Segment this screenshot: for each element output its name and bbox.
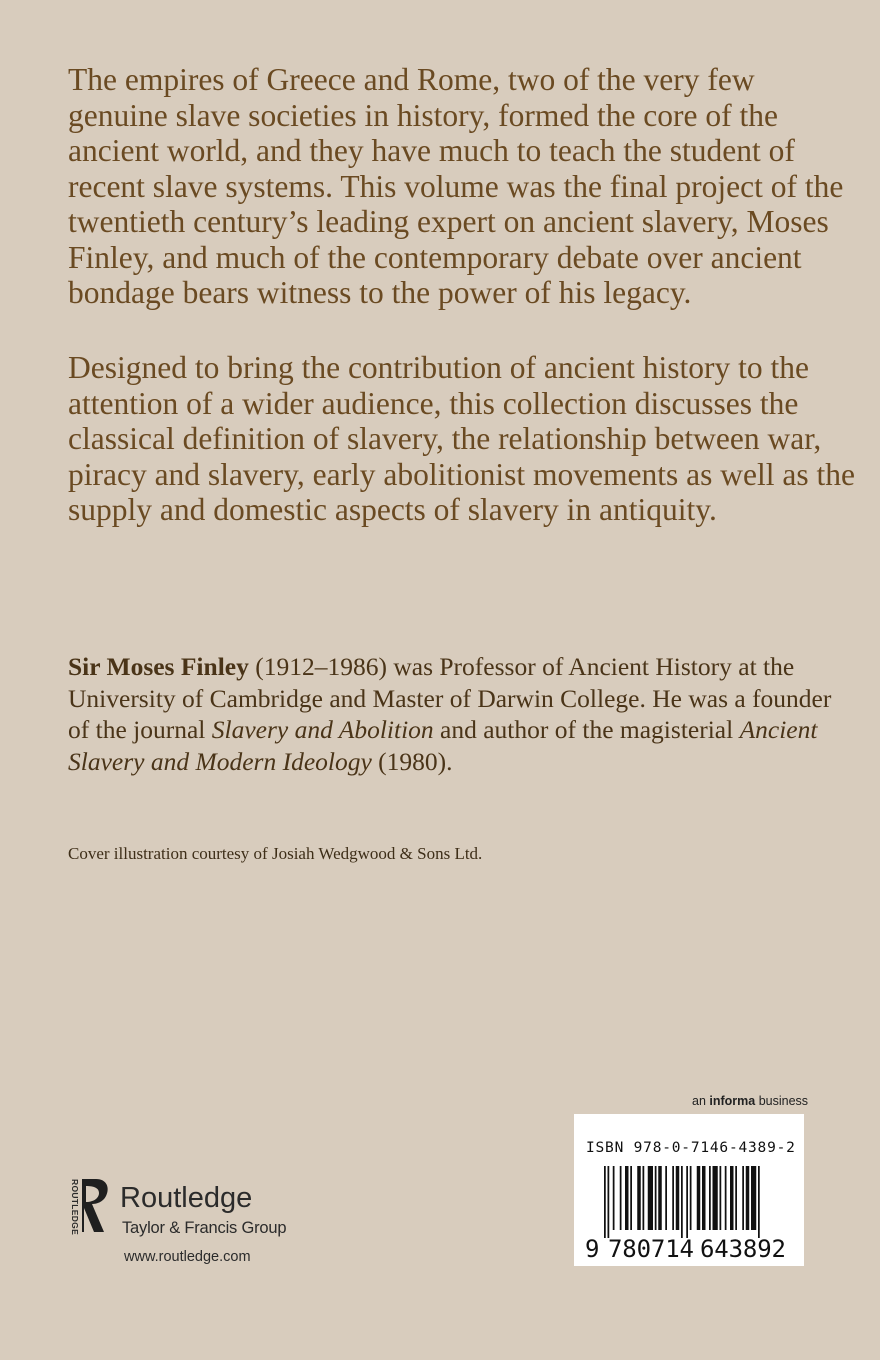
barcode-bar	[751, 1166, 756, 1230]
barcode-bar	[725, 1166, 727, 1230]
routledge-logo-icon	[66, 1176, 112, 1246]
barcode-bar	[625, 1166, 629, 1230]
barcode-bar	[730, 1166, 734, 1230]
publisher-name: Routledge	[120, 1182, 253, 1214]
isbn-label: ISBN 978-0-7146-4389-2	[586, 1140, 796, 1156]
publisher-url[interactable]: www.routledge.com	[124, 1249, 251, 1265]
barcode-bar	[735, 1166, 737, 1230]
barcode-graphic	[574, 1114, 804, 1266]
barcode-bar	[608, 1166, 610, 1238]
book-title: Ancient Slavery and Modern Ideology	[68, 715, 818, 776]
barcode-bar	[742, 1166, 744, 1230]
barcode-bar	[676, 1166, 680, 1230]
barcode-bar	[720, 1166, 722, 1230]
barcode-bar	[630, 1166, 632, 1230]
barcode-bars	[604, 1166, 760, 1238]
barcode-bar	[681, 1166, 683, 1238]
barcode-bar	[713, 1166, 718, 1230]
barcode-bar	[637, 1166, 641, 1230]
publisher-group: Taylor & Francis Group	[122, 1219, 287, 1237]
barcode-bar	[697, 1166, 701, 1230]
informa-brand: informa	[709, 1094, 756, 1108]
cover-credit: Cover illustration courtesy of Josiah Wedgwood & Sons Ltd.	[68, 844, 483, 863]
blurb-paragraph-2: Designed to bring the contribution of ancient history to the attention of a wider audience, this collection discusses the classical definition of slavery, the relationship between war, piracy and slavery, early abolitionist movements as well as the supply and domestic aspects of slavery in antiquity.	[68, 350, 855, 527]
bio-text-1: (1912–1986) was Professor of Ancient History at the University of Cambridge and Master of Darwin College. He was a founder of the journal	[68, 652, 832, 744]
barcode-bar	[746, 1166, 750, 1230]
journal-title: Slavery and Abolition	[211, 715, 434, 744]
barcode-digit-first: 9	[585, 1235, 600, 1263]
barcode-digits-left: 780714	[608, 1235, 694, 1263]
barcode-bar	[604, 1166, 606, 1238]
barcode-bar	[620, 1166, 622, 1230]
isbn-barcode	[574, 1114, 804, 1266]
blurb-paragraph-1: The empires of Greece and Rome, two of the very few genuine slave societies in history, formed the core of the ancient world, and they have much to teach the student of recent slave systems. This volume was the final project of the twentieth century’s leading expert on ancient slavery, Moses Finley, and much of the contemporary debate over ancient bondage bears witness to the power of his legacy.	[68, 62, 844, 310]
barcode-bar	[643, 1166, 645, 1230]
barcode-digits-right: 643892	[700, 1235, 786, 1263]
barcode-bar	[648, 1166, 653, 1230]
barcode-bar	[686, 1166, 688, 1238]
informa-prefix: an	[692, 1094, 710, 1108]
informa-tagline	[692, 1094, 808, 1108]
bio-text-3: (1980).	[371, 746, 453, 776]
informa-suffix: business	[755, 1094, 809, 1108]
author-name: Sir Moses Finley	[68, 652, 249, 681]
barcode-bar	[690, 1166, 692, 1230]
barcode-bar	[658, 1166, 662, 1230]
barcode-bar	[672, 1166, 674, 1230]
barcode-bar	[665, 1166, 667, 1230]
barcode-bar	[702, 1166, 706, 1230]
routledge-logo-text: ROUTLEDGE	[70, 1179, 80, 1236]
author-bio	[68, 651, 858, 777]
barcode-bar	[613, 1166, 615, 1230]
barcode-bar	[655, 1166, 657, 1230]
barcode-bar	[709, 1166, 711, 1230]
routledge-r-mark	[82, 1179, 108, 1232]
bio-text-2: and author of the magisterial	[433, 715, 740, 744]
barcode-bar	[758, 1166, 760, 1238]
